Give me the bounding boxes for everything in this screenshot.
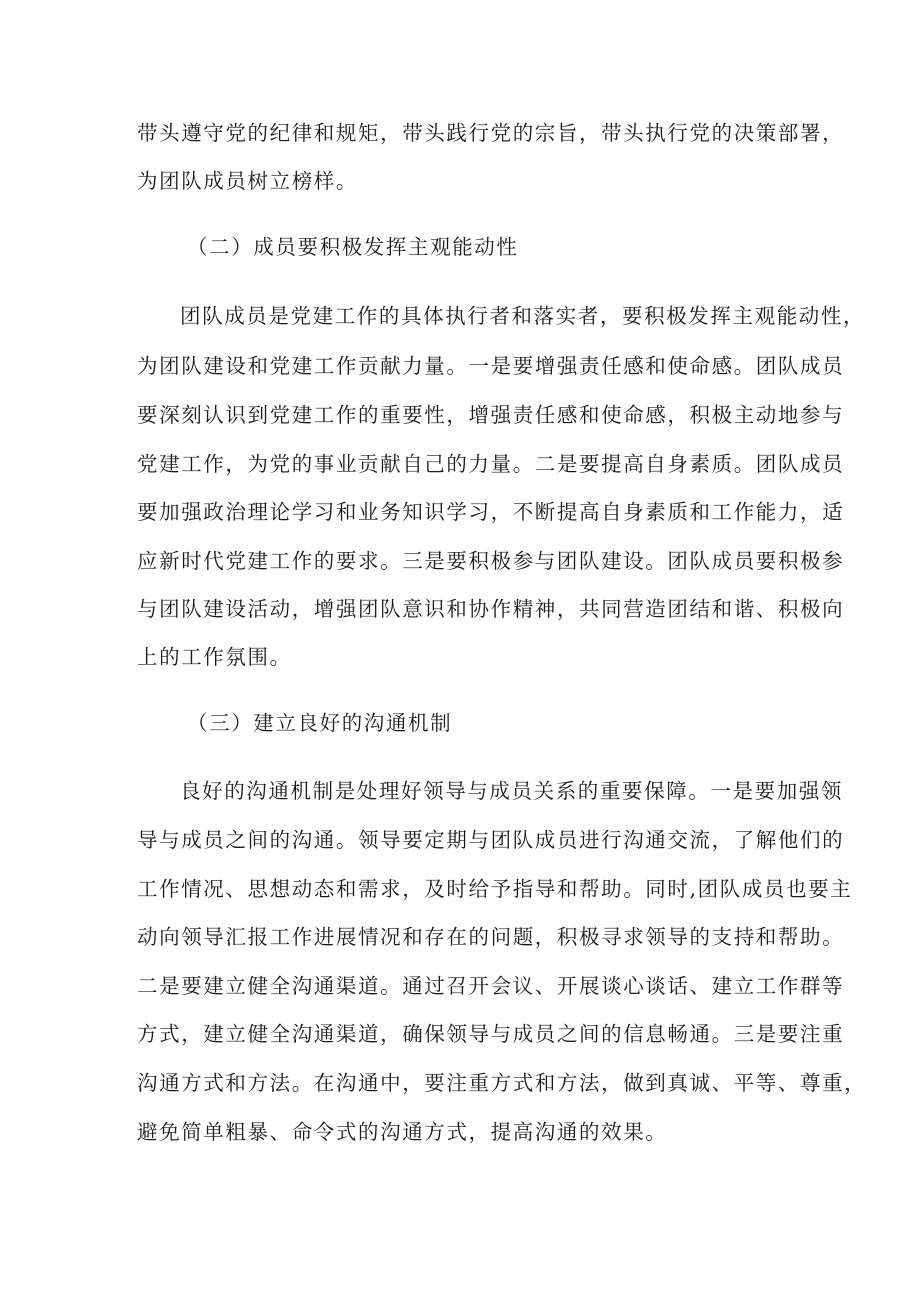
paragraph-3-line-5: 二是要建立健全沟通渠道。通过召开会议、开展谈心谈话、建立工作群等 xyxy=(137,974,845,998)
paragraph-2-line-2: 为团队建设和党建工作贡献力量。一是要增强责任感和使命感。团队成员 xyxy=(137,354,845,378)
paragraph-2-line-4: 党建工作，为党的事业贡献自己的力量。二是要提高自身素质。团队成员 xyxy=(137,452,845,476)
paragraph-2-line-1: 团队成员是党建工作的具体执行者和落实者，要积极发挥主观能动性， xyxy=(180,304,866,328)
section-heading-3: （三）建立良好的沟通机制 xyxy=(187,711,453,735)
paragraph-2-line-8: 上的工作氛围。 xyxy=(137,645,292,669)
paragraph-3-line-7: 沟通方式和方法。在沟通中，要注重方式和方法，做到真诚、平等、尊重， xyxy=(137,1071,867,1095)
paragraph-3-line-8: 避免简单粗暴、命令式的沟通方式，提高沟通的效果。 xyxy=(137,1120,668,1144)
section-heading-2: （二）成员要积极发挥主观能动性 xyxy=(187,235,519,259)
paragraph-2-line-6: 应新时代党建工作的要求。三是要积极参与团队建设。团队成员要积极参 xyxy=(137,549,845,573)
paragraph-3-line-3: 工作情况、思想动态和需求，及时给予指导和帮助。同时,团队成员也要主 xyxy=(137,877,853,901)
paragraph-3-line-2: 导与成员之间的沟通。领导要定期与团队成员进行沟通交流，了解他们的 xyxy=(137,828,845,852)
paragraph-3-line-6: 方式，建立健全沟通渠道，确保领导与成员之间的信息畅通。三是要注重 xyxy=(137,1022,845,1046)
paragraph-2-line-5: 要加强政治理论学习和业务知识学习，不断提高自身素质和工作能力，适 xyxy=(137,500,845,524)
paragraph-2-line-3: 要深刻认识到党建工作的重要性，增强责任感和使命感，积极主动地参与 xyxy=(137,403,845,427)
paragraph-1-line-1: 带头遵守党的纪律和规矩，带头践行党的宗旨，带头执行党的决策部署， xyxy=(137,121,845,145)
paragraph-3-line-1: 良好的沟通机制是处理好领导与成员关系的重要保障。一是要加强领 xyxy=(180,779,843,803)
paragraph-2-line-7: 与团队建设活动，增强团队意识和协作精神，共同营造团结和谐、积极向 xyxy=(137,597,845,621)
paragraph-1-line-2: 为团队成员树立榜样。 xyxy=(137,169,358,193)
paragraph-3-line-4: 动向领导汇报工作进展情况和存在的问题，积极寻求领导的支持和帮助。 xyxy=(137,925,845,949)
